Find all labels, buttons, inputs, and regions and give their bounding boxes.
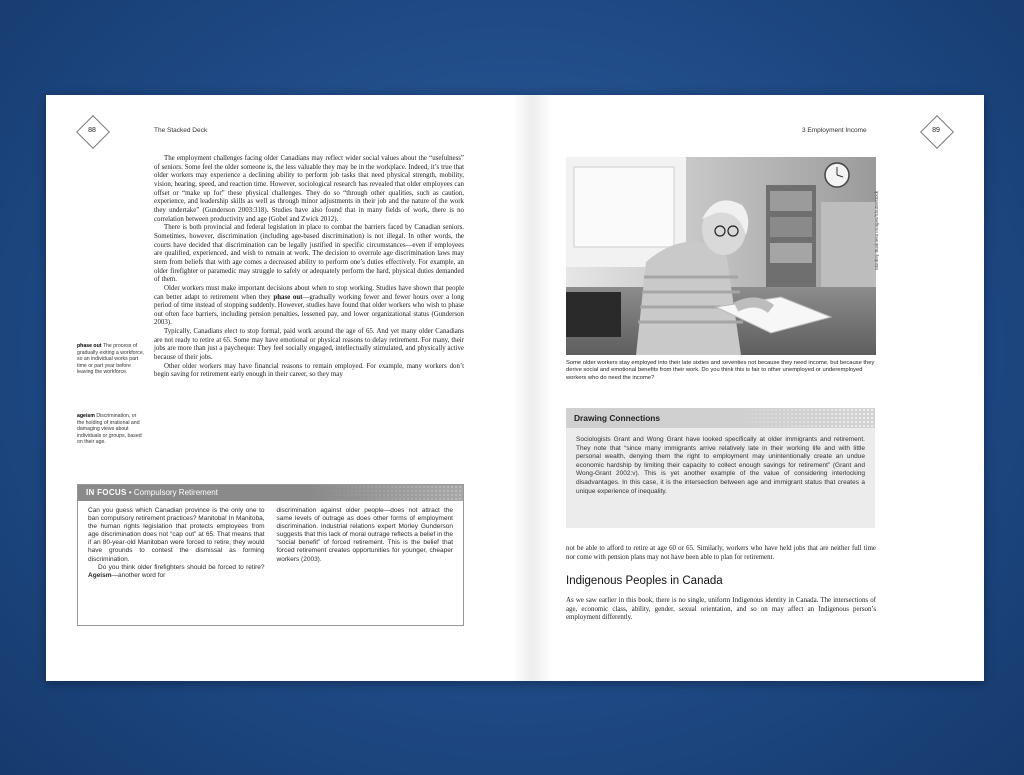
body-paragraph: Other older workers may have financial reasons to remain employed. For example, many workers don’t begin saving for retirement early enough in their career, so they may: [154, 362, 464, 379]
in-focus-box: [77, 484, 464, 626]
in-focus-bullet: •: [128, 488, 132, 497]
in-focus-column-2: [277, 507, 454, 580]
book-gutter: [512, 95, 552, 681]
in-focus-paragraph: Can you guess which Canadian province is the only one to ban compulsory retirement practices? Manitoba! In Manitoba, the human rights legislation that protects employees from age discrimination does not “cap out” at 65. That means that if an 80-year-old Manitoban were forced to retire, they would have grounds to contest the dismissal as forming discrimination.: [88, 507, 265, 563]
glossary-definition: The process of gradually exiting a workforce, so an individual works part time or part year before leaving the workforce.: [77, 343, 145, 376]
body-paragraph: Typically, Canadians elect to stop formal, paid work around the age of 65. And yet many older Canadians are not ready to retire at 65. Some may have emotional or physical reasons to delay retirement. For many, their jobs are more than just a paycheque: They feel socially engaged, intellectually stimulated, and physically active because of their jobs.: [154, 328, 464, 362]
in-focus-paragraph: discrimination against older people—does not attract the same levels of outrage as does other forms of employment discrimination. Industrial relations expert Morley Gunderson suggests that this lack of moral outrage reflects a belief in the “social benefit” of forced retirement. This is the belief that forced retirement creates opportunities for younger, cheaper workers (2003).: [276, 507, 453, 563]
body-paragraph: The employment challenges facing older Canadians may reflect wider social values about the “usefulness” of seniors. Some feel the older someone is, the less valuable they may be in the workplace. Indeed, it’s true that older workers may experience a declining ability to perform job tasks that need physical strength, mobility, vision, hearing, speed, and reaction time. However, sociological research has revealed that older employees can offset or “make up for” these physical challenges. They do so “through other qualities, such as caution, experience, and leadership skills as well as through minor adjustments in their job and the nature of the work they undertake” (Gunderson 2003:318). Studies have also found that in many fields of work, there is no correlation between productivity and age (Gobel and Zwick 2012).: [154, 155, 464, 223]
glossary-term: phase out: [77, 343, 102, 349]
photo-illustration: [566, 157, 876, 355]
drawing-connections-box: [566, 408, 875, 528]
key-term-phase-out: phase out: [273, 293, 303, 301]
running-head-left: The Stacked Deck: [154, 127, 208, 134]
in-focus-header: [78, 485, 463, 501]
photo-older-worker: [566, 157, 876, 355]
body-paragraph: As we saw earlier in this book, there is no single, uniform Indigenous identity in Canada. The intersections of age, economic class, ability, gender, sexual orientation, and so on may affect an Indigenous person’s employment differently.: [566, 597, 876, 622]
running-head-right: 3 Employment Income: [802, 127, 867, 134]
in-focus-paragraph: Do you think older firefighters should be forced to retire? Ageism—another word for: [88, 563, 265, 579]
page-number-right: 89: [932, 127, 940, 134]
page-number-left: 88: [88, 127, 96, 134]
in-focus-title: Compulsory Retirement: [133, 488, 218, 497]
glossary-ageism: [77, 413, 145, 446]
book-spread: [46, 95, 984, 681]
body-paragraph: Older workers must make important decisions about when to stop working. Studies have shown that people can better adapt to retirement when they phase out—gradually working fewer and fewer hours over a long period of time instead of stopping suddenly. However, studies have found that older workers who wish to phase out often face barriers, including pension penalties, lessened pay, and lower organizational status (Gunderson 2003).: [154, 284, 464, 327]
in-focus-label: IN FOCUS: [86, 488, 127, 497]
section-heading: Indigenous Peoples in Canada: [566, 575, 723, 587]
body-paragraph: There is both provincial and federal legislation in place to combat the barriers faced by Canadian seniors. Sometimes, however, discrimination (including age-based discrimination) is not illegal. In other words, the courts have decided that discrimination can be legally justified in specific circumstances—even if employees are qualified, experienced, and wish to remain at work. The decision to overrule age discrimination laws may stem from beliefs that with age comes a decreased ability to perform one’s duties effectively. For example, an older firefighter or paramedic may struggle to safely or adequately perform the hard, physical duties demanded of them.: [154, 224, 464, 284]
in-focus-columns: [88, 507, 453, 580]
glossary-phase-out: [77, 343, 145, 376]
photo-credit: Monkey Business Images/Shutterstock: [874, 190, 879, 270]
body-paragraph: not be able to afford to retire at age 60 or 65. Similarly, workers who have held jobs that are neither full time nor come with pension plans may not have been able to plan for retirement.: [566, 545, 876, 561]
glossary-definition: Discrimination, or the holding of irrational and damaging views about individuals or groups, based on their age.: [77, 413, 142, 446]
glossary-term: ageism: [77, 413, 95, 419]
key-term-ageism: Ageism: [88, 571, 112, 579]
drawing-connections-title: Drawing Connections: [566, 408, 875, 428]
left-body-text: [154, 155, 464, 380]
right-body-text: [566, 597, 876, 623]
in-focus-column-1: [88, 507, 265, 580]
drawing-connections-text: Sociologists Grant and Wong Grant have looked specifically at older immigrants and retirement. They note that “since many immigrants arrive relatively late in their working life and with little personal wealth, denying them the right to employment may unintentionally create an undue economic hardship by limiting their capacity to collect enough savings for retirement” (Grant and Wong-Grant 2002:v). This is yet another example of the value of considering interlocking disadvantages. In this case, it is the intersection between age and immigrant status that creates a unique experience of inequality.: [576, 436, 865, 495]
photo-caption: Some older workers stay employed into their late sixties and seventies not because they need income, but because they derive social and emotional benefits from their work. Do you think this is fair to other unemployed or underemployed workers who do need the income?: [566, 360, 875, 381]
right-continuation-text: [566, 545, 876, 562]
